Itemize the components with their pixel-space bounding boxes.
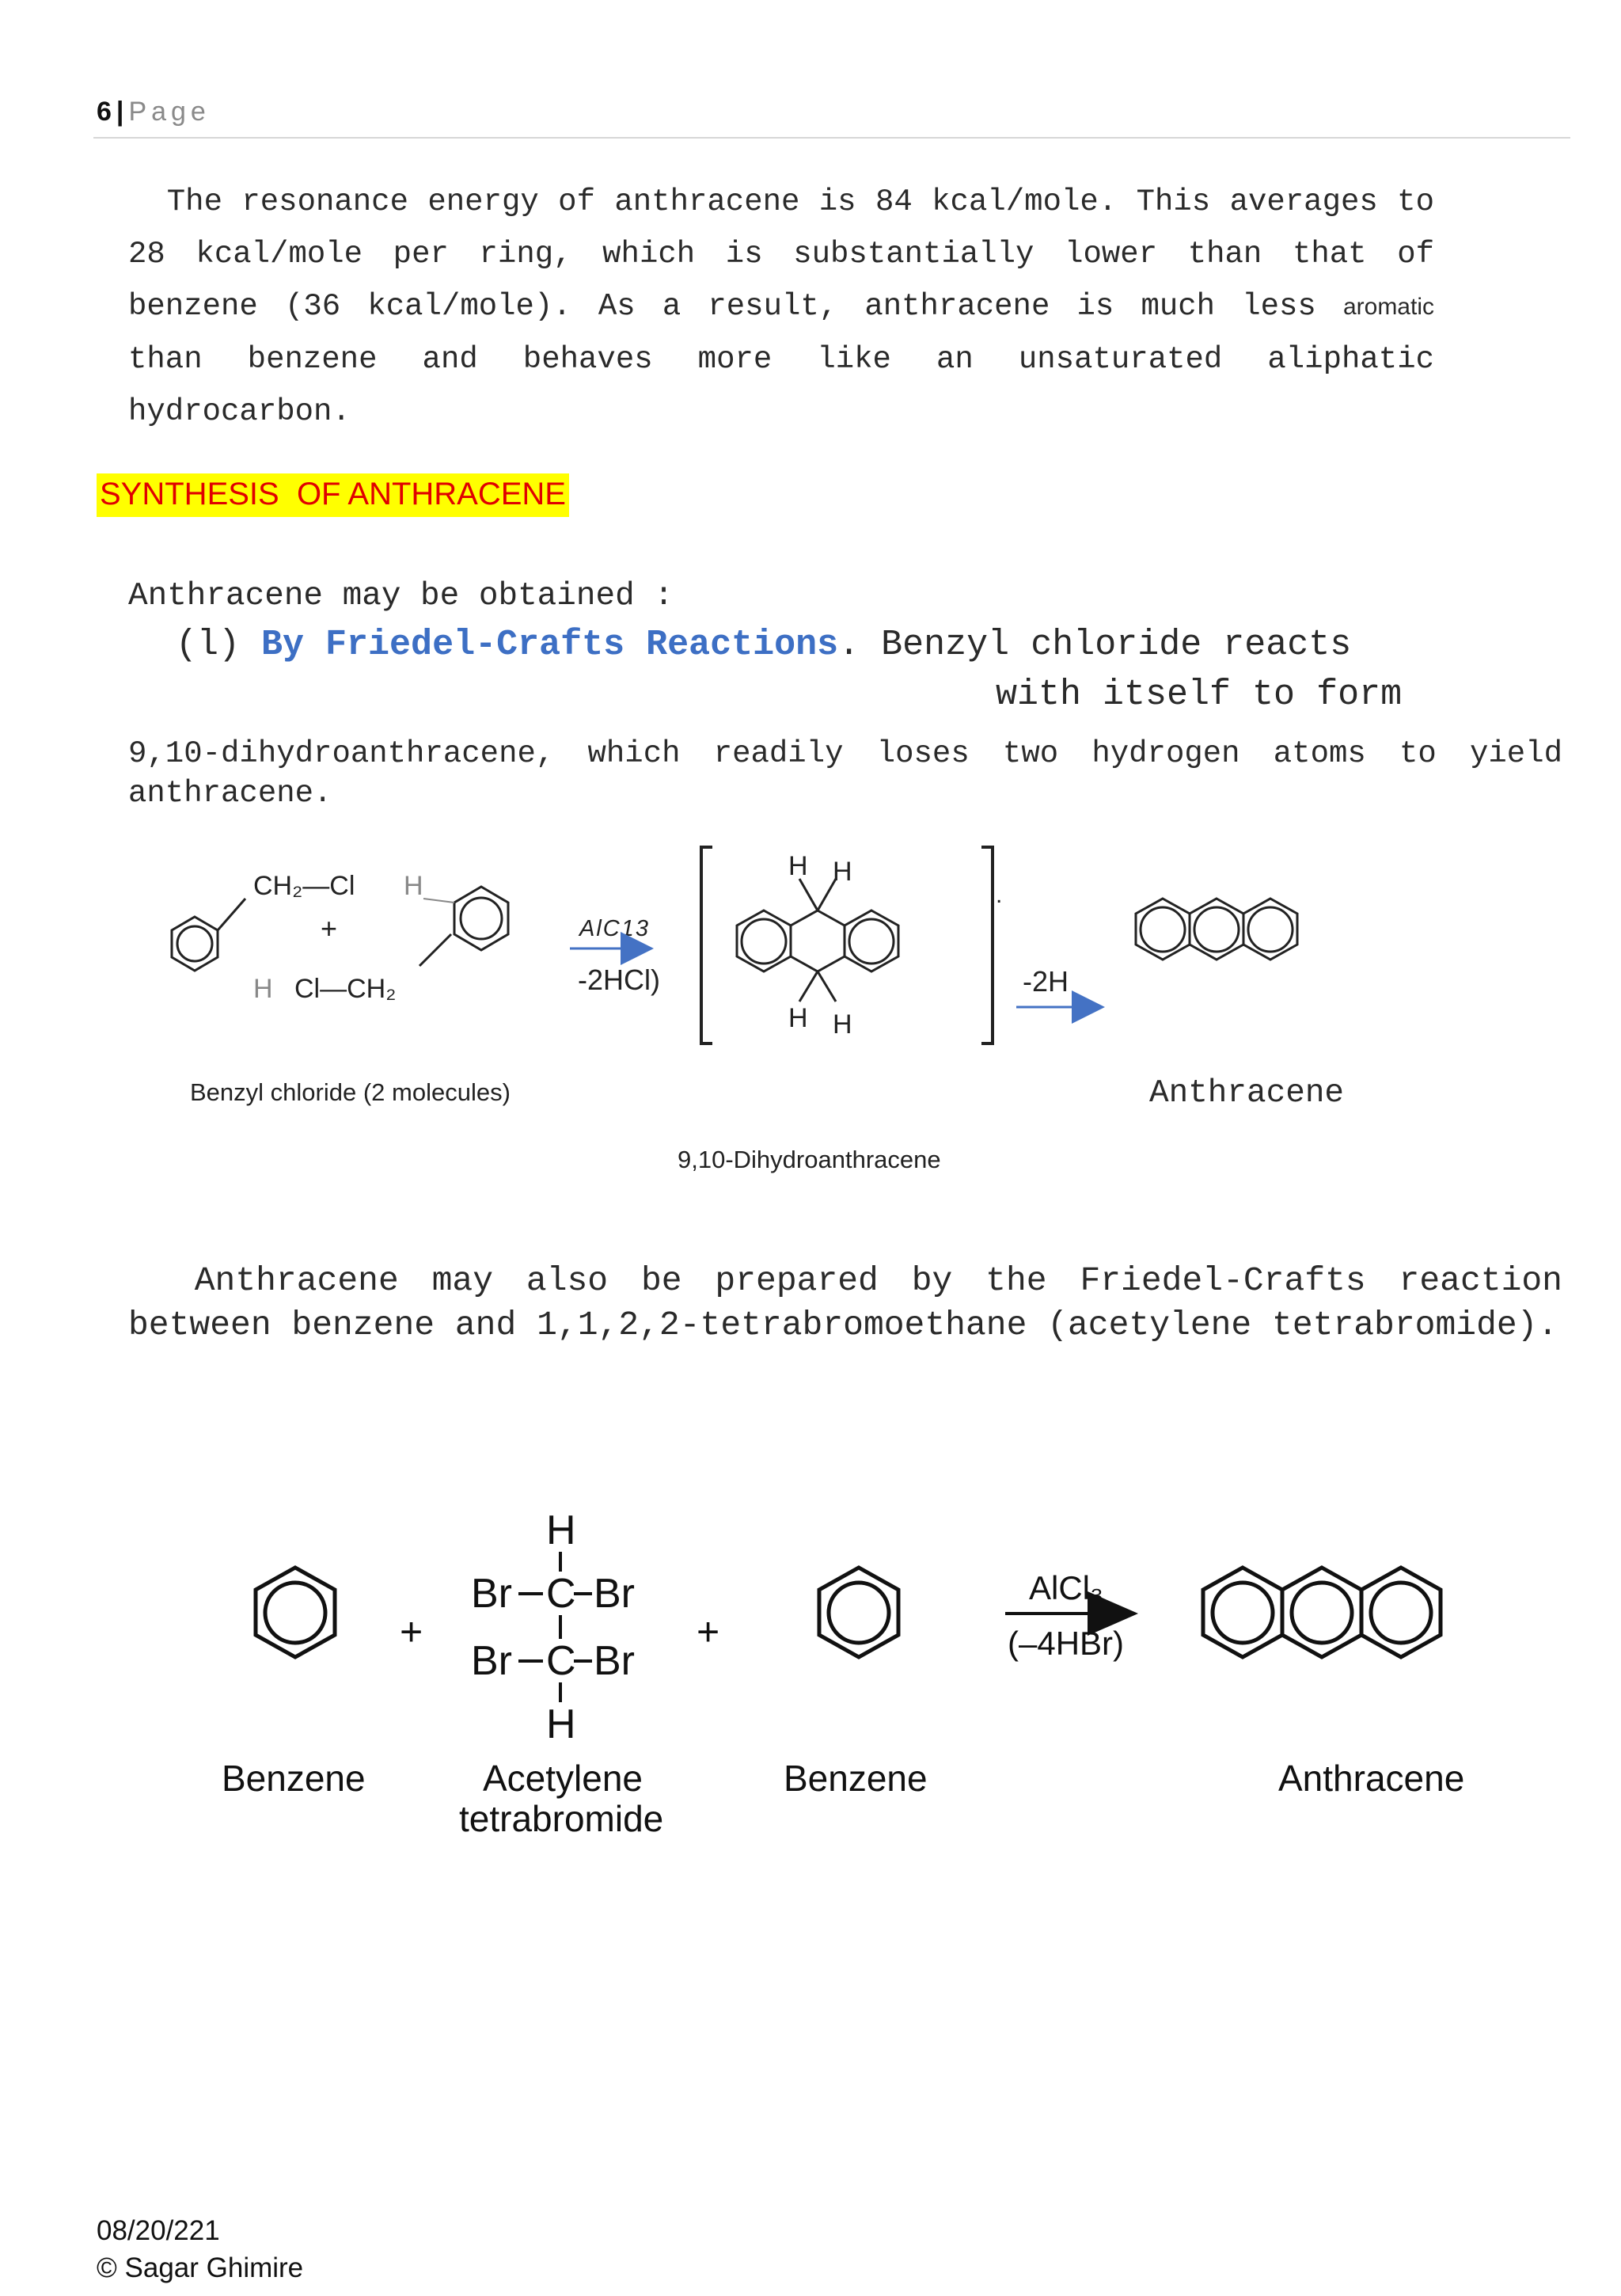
header-rule [93,137,1570,139]
intro-text-small: aromatic [1342,294,1434,320]
benzene-label-2: Benzene [784,1758,928,1799]
reaction-2-diagram [214,1504,1559,1861]
section-heading: SYNTHESIS OF ANTHRACENE [97,473,569,517]
tetrabromide-br-1: Br [471,1571,512,1617]
page-separator: | [116,97,124,127]
benzene-ring-1 [256,1568,335,1657]
footer-copyright: © Sagar Ghimire [97,2252,304,2283]
tetrabromide-h-top: H [546,1507,576,1553]
page-number: 6 [97,97,112,127]
item-1-text-a: . Benzyl chloride reacts [838,625,1352,665]
anthracene-structure-1 [1136,899,1297,960]
benzyl-ring-right [454,887,508,950]
item-1-number: (l) [176,625,241,665]
step2-label: -2H [1023,965,1069,998]
bracket-dot: . [996,882,1003,908]
ch2cl-top-label: CH₂—Cl [253,871,355,901]
catalyst-label-2: AlCl₃ [1029,1569,1104,1606]
dihydro-h-label-2: H [833,857,852,887]
page-header [97,97,211,127]
left-bracket [701,847,712,1043]
intro-text-main: The resonance energy of anthracene is 84 kcal/mole. This averages to 28 kcal/mole per ring, which is substantially lower than that of benzene (36 kcal/mole). As a result, anthracene is much less [128,184,1434,324]
page-word: Page [128,97,211,127]
anthracene-structure-2 [1203,1568,1441,1657]
item-1-title: By Friedel-Crafts Reactions [261,625,839,665]
benzene-ring-2 [819,1568,898,1657]
tetrabromide-br-2: Br [594,1571,635,1617]
benzyl-ring-left [172,917,218,971]
dihydro-h-label-1: H [788,851,808,881]
footer [97,2212,303,2286]
dihydro-h-label-4: H [833,1009,852,1040]
acetylene-label-line-2: tetrabromide [459,1798,664,1839]
byproduct-label-2: (–4HBr) [1008,1625,1125,1662]
tetrabromide-h-bottom: H [546,1701,576,1747]
dihydroanthracene-structure [737,879,898,1002]
right-bracket [981,847,993,1043]
tetrabromide-c-2: C [546,1638,576,1684]
dihydroanthracene-label: 9,10-Dihydroanthracene [678,1146,941,1173]
tetrabromide-c-1: C [546,1571,576,1617]
intro-text-end: than benzene and behaves more like an unsaturated aliphatic hydrocarbon. [128,342,1434,429]
anthracene-label-1: Anthracene [1149,1075,1345,1112]
anthracene-label-2: Anthracene [1278,1758,1465,1799]
paragraph-2-text: Anthracene may also be prepared by the Friedel-Crafts reaction between benzene and 1,1,2,2-tetrabromoethane (acetylene tetrabromide). [128,1261,1562,1344]
catalyst-label-1: AlC13 [579,916,650,941]
h-bottom-label: H [253,974,273,1004]
tetrabromide-br-3: Br [471,1638,512,1684]
paragraph-2 [128,1259,1562,1348]
plus-sign-2: + [400,1610,423,1654]
bond-ch2-ring-right [419,934,451,966]
tetrabromide-br-4: Br [594,1638,635,1684]
clch2-bottom-label: Cl—CH₂ [294,974,397,1004]
bond-ring-left-ch2 [218,899,245,930]
item-1-first-line [176,625,1351,665]
dihydro-h-label-3: H [788,1003,808,1033]
bond-h-ring-right [423,899,454,903]
plus-sign-1: + [321,912,338,945]
item-1-second-line: with itself to form [996,675,1403,715]
benzene-label-1: Benzene [222,1758,366,1799]
intro-paragraph [128,176,1434,438]
h-top-label: H [404,871,423,901]
byproduct-label-1: -2HCl) [578,964,660,996]
plus-sign-3: + [697,1610,720,1654]
item-1-third-line: 9,10-dihydroanthracene, which readily loses two hydrogen atoms to yield anthracene. [128,736,1562,811]
benzyl-chloride-label: Benzyl chloride (2 molecules) [190,1078,511,1106]
reaction-1-diagram [150,831,1401,1069]
acetylene-label-line-1: Acetylene [483,1758,643,1799]
obtained-line: Anthracene may be obtained : [128,578,674,614]
footer-date: 08/20/221 [97,2215,220,2246]
